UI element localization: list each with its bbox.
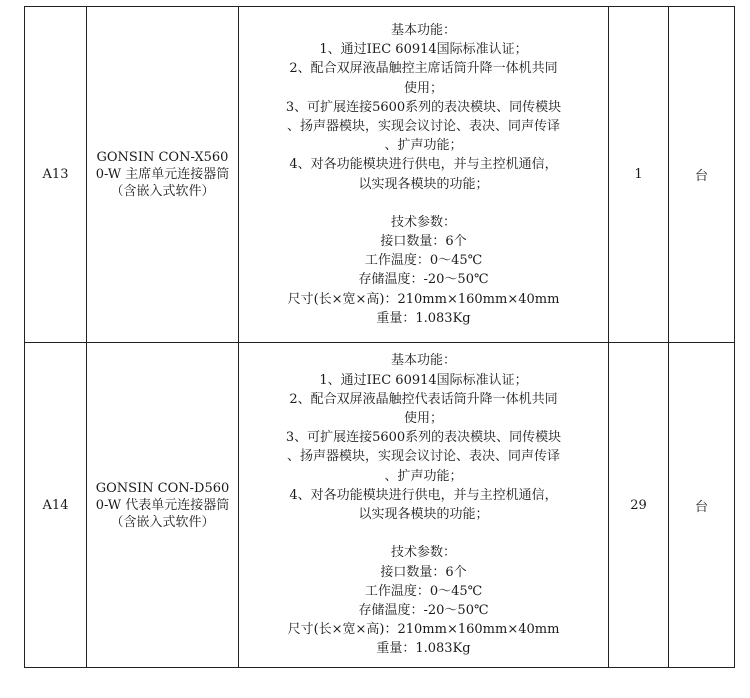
function-line: 、扬声器模块，实现会议讨论、表决、同声传译 — [286, 118, 560, 134]
spacer — [241, 194, 606, 213]
function-line: 2、配合双屏液晶触控主席话筒升降一体机共同 — [289, 61, 558, 77]
quantity-cell — [609, 7, 669, 343]
item-id-cell — [25, 343, 87, 668]
function-line: 1、通过IEC 60914国际标准认证； — [319, 42, 528, 58]
functions-title: 基本功能： — [390, 22, 456, 38]
params-title: 技术参数： — [390, 214, 456, 230]
function-line: 4、对各功能模块进行供电，并与主控机通信， — [289, 487, 558, 503]
function-line: 4、对各功能模块进行供电，并与主控机通信， — [289, 157, 558, 173]
params-title: 技术参数： — [390, 545, 456, 561]
param-line: 存储温度：-20～50℃ — [358, 602, 489, 618]
item-id-cell — [25, 7, 87, 343]
item-id: A14 — [42, 497, 69, 513]
function-line: 1、通过IEC 60914国际标准认证； — [319, 372, 528, 388]
item-id: A13 — [42, 167, 69, 182]
function-line: 2、配合双屏液晶触控代表话筒升降一体机共同 — [289, 391, 558, 407]
param-line: 尺寸(长×宽×高)：210mm×160mm×40mm — [287, 291, 560, 307]
param-line: 接口数量：6个 — [380, 234, 467, 249]
functions-title: 基本功能： — [390, 353, 456, 369]
param-line: 工作温度：0～45℃ — [364, 583, 483, 599]
function-line: 、扬声器模块，实现会议讨论、表决、同声传译 — [286, 449, 560, 465]
unit: 台 — [694, 169, 708, 184]
equipment-spec-table — [24, 6, 735, 668]
quantity: 29 — [630, 497, 647, 513]
item-name-cell — [87, 7, 239, 343]
param-line: 重量：1.083Kg — [376, 641, 471, 657]
item-name: GONSIN CON-D5600-W 代表单元连接器筒（含嵌入式软件） — [95, 480, 230, 530]
quantity: 1 — [634, 167, 643, 182]
param-line: 存储温度：-20～50℃ — [358, 272, 489, 288]
function-line: 使用； — [403, 80, 443, 96]
function-line: 3、可扩展连接5600系列的表决模块、同传模块 — [285, 99, 562, 115]
table-row — [25, 343, 735, 668]
function-line: 、扩声功能； — [384, 138, 463, 154]
function-line: 以实现各模块的功能； — [358, 507, 489, 523]
spacer — [241, 524, 606, 543]
param-line: 重量：1.083Kg — [376, 310, 471, 326]
unit-cell — [669, 7, 735, 343]
param-line: 尺寸(长×宽×高)：210mm×160mm×40mm — [287, 622, 560, 638]
item-description-cell — [239, 343, 609, 668]
function-line: 、扩声功能； — [384, 468, 463, 484]
quantity-cell — [609, 343, 669, 668]
item-name: GONSIN CON-X5600-W 主席单元连接器筒（含嵌入式软件） — [95, 150, 230, 199]
function-line: 3、可扩展连接5600系列的表决模块、同传模块 — [285, 430, 562, 446]
unit: 台 — [694, 499, 708, 515]
table-row — [25, 7, 735, 343]
function-line: 使用； — [403, 411, 443, 427]
param-line: 工作温度：0～45℃ — [364, 253, 483, 269]
param-line: 接口数量：6个 — [380, 564, 467, 580]
item-name-cell — [87, 343, 239, 668]
unit-cell — [669, 343, 735, 668]
item-description-cell — [239, 7, 609, 343]
function-line: 以实现各模块的功能； — [358, 176, 489, 192]
